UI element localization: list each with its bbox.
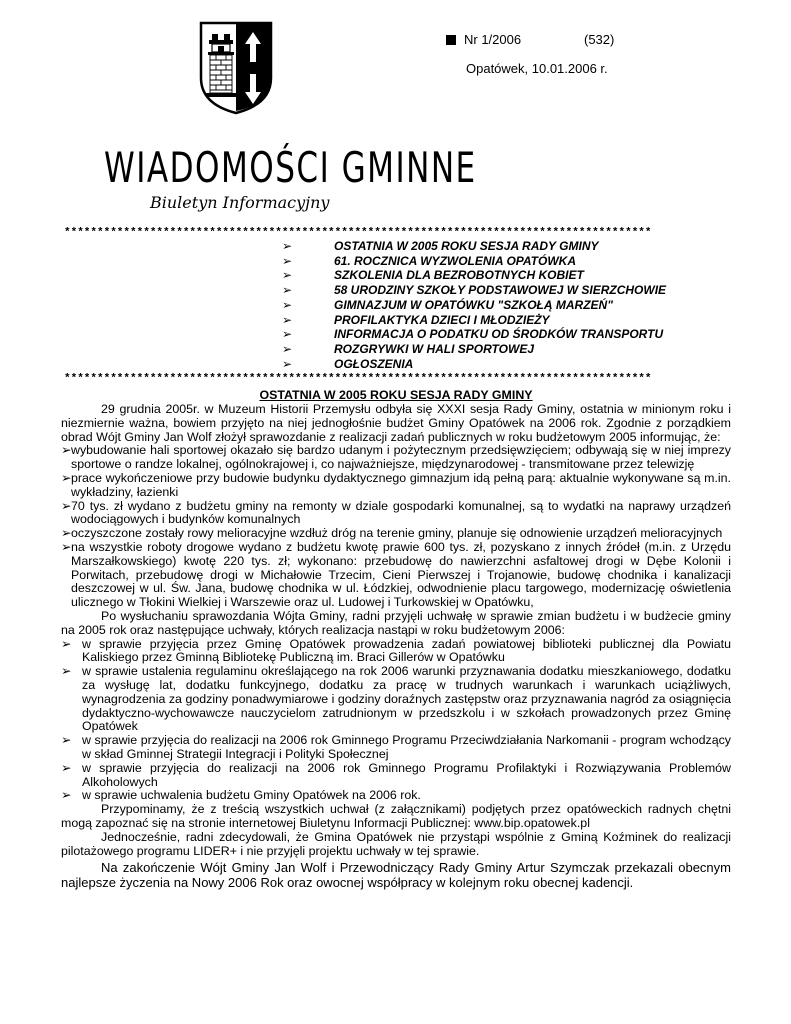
separator-top: ***************************************************************************************** [64, 227, 652, 239]
toc-item: ➢ INFORMACJA O PODATKU OD ŚRODKÓW TRANSPORTU [282, 327, 664, 342]
issue-label: Nr 1/2006 [464, 32, 522, 47]
toc-item: ➢ 61. ROCZNICA WYZWOLENIA OPATÓWKA [282, 253, 576, 268]
article-title: OSTATNIA W 2005 ROKU SESJA RADY GMINY [259, 388, 533, 402]
resolutions-list [61, 638, 731, 804]
table-of-contents [282, 239, 666, 371]
arrow-bullet-icon: ➢ [282, 253, 293, 268]
article-intro: 29 grudnia 2005r. w Muzeum Historii Przemysłu odbyła się XXXI sesja Rady Gminy, ostatnia w minionym roku i niezmiernie ważna, bowiem przyjęto na niej jednogłośnie budżet Gminy Opatówek na 2006 rok. Zgodnie z porządkiem obrad Wójt Gminy Jan Wolf złożył sprawozdanie z realizacji zadań publicznych w roku budżetowym 2005 informując, że: [61, 402, 731, 444]
lider-paragraph: Jednocześnie, radni zdecydowali, że Gmina Opatówek nie przystąpi wspólnie z Gminą Koźminek do realizacji pilotażowego programu LIDER+ i nie przyjęli projektu uchwały w tej sprawie. [61, 829, 731, 858]
masthead-subtitle: Biuletyn Informacyjny [150, 193, 330, 212]
toc-item: ➢ OSTATNIA W 2005 ROKU SESJA RADY GMINY [282, 239, 599, 253]
masthead-title: WIADOMOŚCI GMINNE [104, 143, 477, 192]
separator-bottom: ***************************************************************************************** [64, 373, 652, 385]
arrow-bullet-icon: ➢ [282, 356, 293, 371]
list-item: ➢ oczyszczone zostały rowy melioracyjne wzdłuż dróg na terenie gminy, planuje się odnowienie urządzeń melioracyjnych [61, 526, 723, 541]
arrow-bullet-icon: ➢ [61, 636, 72, 651]
arrow-bullet-icon: ➢ [282, 327, 293, 342]
article-session [61, 388, 731, 890]
arrow-bullet-icon: ➢ [61, 539, 72, 554]
arrow-bullet-icon: ➢ [282, 283, 293, 298]
list-item: ➢ w sprawie ustalenia regulaminu określającego na rok 2006 warunki przyznawania dodatku mieszkaniowego, dodatku za wysługę lat, dodatku funkcyjnego, dodatku za pracę w trudnych warunkach i warunkach uciążliwych, wynagrodzenia za godziny ponadwymiarowe i godziny doraźnych zastępstw oraz przyznawania nagród za osiągnięcia dydaktyczno-wychowawcze nauczycielom zatrudnionym w przedszkolu i w szkołach prowadzonych przez Gminę Opatówek [61, 664, 731, 734]
arrow-bullet-icon: ➢ [282, 312, 293, 327]
arrow-bullet-icon: ➢ [61, 788, 72, 803]
arrow-bullet-icon: ➢ [282, 268, 293, 283]
arrow-bullet-icon: ➢ [61, 526, 72, 541]
list-item: ➢ wybudowanie hali sportowej okazało się bardzo udanym i pożytecznym przedsięwzięciem; odbywają się w niej imprezy sportowe o randze lokalnej, ogólnokrajowej i, co najważniejsze, międzynarodowej - transmitowane przez telewizję [61, 443, 731, 472]
arrow-bullet-icon: ➢ [61, 498, 72, 513]
issue-sequence: (532) [584, 32, 615, 47]
toc-item: ➢ PROFILAKTYKA DZIECI I MŁODZIEŻY [282, 312, 550, 327]
issue-date: Opatówek, 10.01.2006 r. [466, 61, 608, 76]
arrow-bullet-icon: ➢ [61, 733, 72, 748]
reminder-paragraph: Przypominamy, że z treścią wszystkich uchwał (z załącznikami) podjętych przez opatóweckich radnych chętni mogą zapoznać się na stronie internetowej Biuletynu Informacji Publicznej: www.bip.opatowek.pl [61, 802, 731, 830]
toc-item: ➢ SZKOLENIA DLA BEZROBOTNYCH KOBIET [282, 268, 584, 283]
issue-number [446, 32, 615, 47]
list-item: ➢ 70 tys. zł wydano z budżetu gminy na remonty w dziale gospodarki komunalnej, są to wydatki na naprawy urządzeń wodociągowych i budynków komunalnych [61, 498, 731, 527]
resolutions-intro: Po wysłuchaniu sprawozdania Wójta Gminy, radni przyjęli uchwałę w sprawie zmian budżetu i w budżecie gminy na 2005 rok oraz następujące uchwały, których realizacja nastąpi w roku budżetowym 2006: [61, 608, 731, 637]
list-item: ➢ prace wykończeniowe przy budowie budynku dydaktycznego gimnazjum idą pełną parą: aktualnie wykonywane są m.in. wykładziny, łazienki [61, 470, 731, 499]
arrow-bullet-icon: ➢ [61, 470, 72, 485]
square-bullet-icon [446, 35, 456, 45]
arrow-bullet-icon: ➢ [61, 664, 72, 679]
toc-item: ➢ 58 URODZINY SZKOŁY PODSTAWOWEJ W SIERZCHOWIE [282, 283, 667, 298]
list-item: ➢ w sprawie przyjęcia do realizacji na 2006 rok Gminnego Programu Przeciwdziałania Narkomanii - program wchodzący w skład Gminnej Strategii Integracji i Polityki Społecznej [61, 733, 731, 761]
list-item: ➢ w sprawie uchwalenia budżetu Gminy Opatówek na 2006 rok. [61, 788, 421, 803]
toc-item: ➢ ROZGRYWKI W HALI SPORTOWEJ [282, 341, 535, 356]
report-list [61, 444, 731, 610]
toc-item: ➢ OGŁOSZENIA [282, 356, 414, 371]
list-item: ➢ w sprawie przyjęcia do realizacji na 2006 rok Gminnego Programu Profilaktyki i Rozwiązywania Problemów Alkoholowych [61, 760, 731, 789]
arrow-bullet-icon: ➢ [282, 341, 293, 356]
arrow-bullet-icon: ➢ [282, 297, 293, 312]
toc-item: ➢ GIMNAZJUM W OPATÓWKU "SZKOŁĄ MARZEŃ" [282, 297, 613, 312]
list-item: ➢ w sprawie przyjęcia przez Gminę Opatówek prowadzenia zadań powiatowej biblioteki publicznej dla Powiatu Kaliskiego przez Gminną Bibliotekę Publiczną im. Braci Gillerów w Opatówku [61, 636, 731, 665]
arrow-bullet-icon: ➢ [282, 239, 293, 253]
closing-paragraph: Na zakończenie Wójt Gminy Jan Wolf i Przewodniczący Rady Gminy Artur Szymczak przekazali obecnym najlepsze życzenia na Nowy 2006 Rok oraz owocnej współpracy w kolejnym roku obecnej kadencji. [61, 860, 731, 891]
arrow-bullet-icon: ➢ [61, 443, 72, 458]
coat-of-arms-tower-arrows-icon [198, 20, 274, 116]
list-item: ➢ na wszystkie roboty drogowe wydano z budżetu kwotę prawie 600 tys. zł, pozyskano z innych źródeł (m.in. z Urzędu Marszałkowskiego) kwotę 220 tys. zł; wykonano: przebudowę do nawierzchni asfaltowej drogi w Dębe Kolonii i Porwitach, przebudowę drogi w Michałowie Trzecim, Cieni Pierwszej i Trojanowie, budowę chodnika i kanalizacji deszczowej w ul. Św. Jana, budowę chodnika w ul. Łódzkiej, odwodnienie placu targowego, modernizację oświetlenia ulicznego w Tłokini Wielkiej i Warszewie oraz ul. Ludowej i Turkowskiej w Opatówku, [61, 539, 731, 610]
arrow-bullet-icon: ➢ [61, 760, 72, 775]
